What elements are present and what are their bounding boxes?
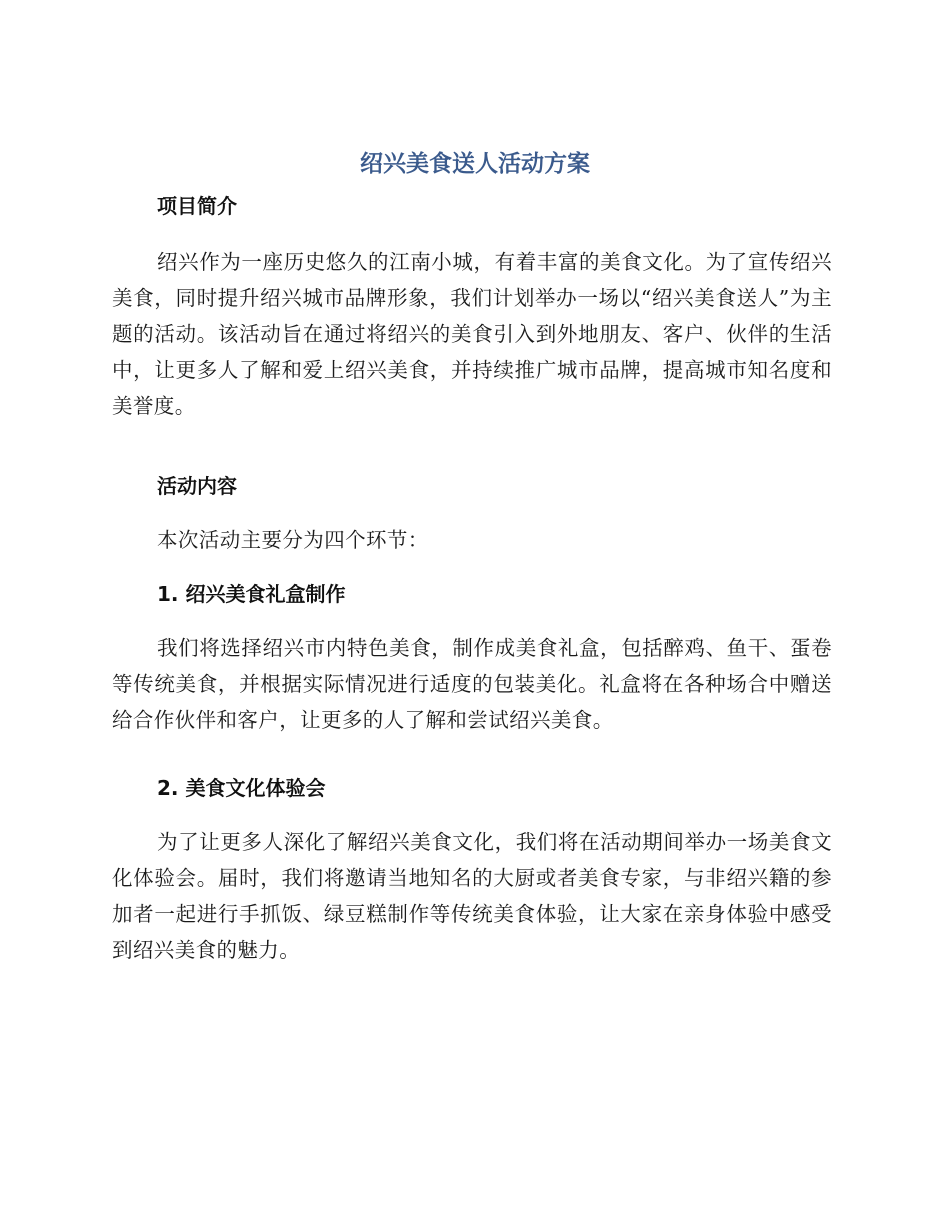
paragraph-activity-overview: 本次活动主要分为四个环节： <box>157 528 429 552</box>
paragraph-culture-experience: 为了让更多人深化了解绍兴美食文化，我们将在活动期间举办一场美食文化体验会。届时，我们将邀请当地知名的大厨或者美食专家，与非绍兴籍的参加者一起进行手抓饭、绿豆糕制作等传统美食体验，让大家在亲身体验中感受到绍兴美食的魅力。 <box>112 830 832 962</box>
section-heading-project-intro: 项目简介 <box>157 194 237 218</box>
section-heading-gift-box: 1. 绍兴美食礼盒制作 <box>157 582 346 606</box>
document-title: 绍兴美食送人活动方案 <box>360 151 590 177</box>
paragraph-project-intro: 绍兴作为一座历史悠久的江南小城，有着丰富的美食文化。为了宣传绍兴美食，同时提升绍兴城市品牌形象，我们计划举办一场以“绍兴美食送人”为主题的活动。该活动旨在通过将绍兴的美食引入到外地朋友、客户、伙伴的生活中，让更多人了解和爱上绍兴美食，并持续推广城市品牌，提高城市知名度和美誉度。 <box>112 250 832 418</box>
paragraph-gift-box: 我们将选择绍兴市内特色美食，制作成美食礼盒，包括醉鸡、鱼干、蛋卷等传统美食，并根据实际情况进行适度的包装美化。礼盒将在各种场合中赠送给合作伙伴和客户，让更多的人了解和尝试绍兴美食。 <box>112 636 832 732</box>
section-heading-culture-experience: 2. 美食文化体验会 <box>157 776 326 800</box>
section-heading-activity-content: 活动内容 <box>157 474 237 498</box>
